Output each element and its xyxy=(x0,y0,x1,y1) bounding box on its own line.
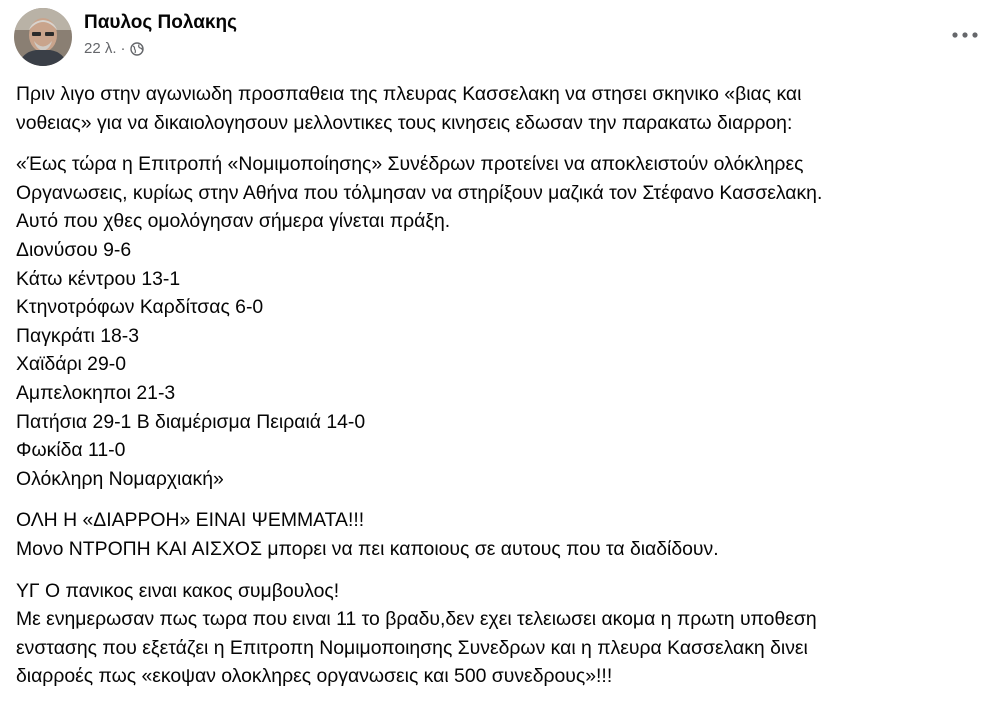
author-name[interactable]: Παυλος Πολακης xyxy=(84,12,237,33)
globe-icon xyxy=(130,42,144,56)
paragraph-quote xyxy=(16,150,976,493)
text-line: διαρροές πως «εκοψαν ολοκληρες οργανωσεις και 500 συνεδρους»!!! xyxy=(16,665,613,688)
text-line: Πατήσια 29-1 Β διαμέρισμα Πειραιά 14-0 xyxy=(16,410,366,433)
text-line: Αμπελοκηποι 21-3 xyxy=(16,381,176,404)
text-line: ενστασης που εξετάζει η Επιτροπη Νομιμοποιησης Συνεδρων και η πλευρα Κασσελακη δινει xyxy=(16,636,808,659)
text-line: «Έως τώρα η Επιτροπή «Νομιμοποίησης» Συνέδρων προτείνει να αποκλειστούν ολόκληρες xyxy=(16,153,804,176)
text-line: Κτηνοτρόφων Καρδίτσας 6-0 xyxy=(16,296,264,319)
text-line: Κάτω κέντρου 13-1 xyxy=(16,267,181,290)
text-line: Διονύσου 9-6 xyxy=(16,238,132,261)
text-line: Μονο ΝΤΡΟΠΗ ΚΑΙ ΑΙΣΧΟΣ μπορει να πει καποιους σε αυτους που τα διαδίδουν. xyxy=(16,537,719,560)
text-line: Χαϊδάρι 29-0 xyxy=(16,353,126,376)
post-text xyxy=(16,80,976,704)
more-options-icon[interactable] xyxy=(947,22,983,48)
text-line: ΥΓ Ο πανικος ειναι κακος συμβουλος! xyxy=(16,579,340,602)
text-line: Οργανωσεις, κυρίως στην Αθήνα που τόλμησαν να στηρίξουν μαζικά τον Στέφανο Κασσελακη. xyxy=(16,181,823,204)
text-line: Ολόκληρη Νομαρχιακή» xyxy=(16,467,224,490)
text-line: νοθειας» για να δικαιολογησουν μελλοντικες τους κινησεις εδωσαν την παρακατω διαρροη: xyxy=(16,111,793,134)
author-avatar[interactable] xyxy=(14,8,72,66)
text-line: Αυτό που χθες ομολόγησαν σήμερα γίνεται πράξη. xyxy=(16,210,451,233)
paragraph-intro xyxy=(16,80,976,137)
paragraph-ps xyxy=(16,577,976,691)
avatar-photo xyxy=(14,8,72,66)
text-line: Παγκράτι 18-3 xyxy=(16,324,140,347)
post-meta xyxy=(84,11,237,58)
post-header xyxy=(14,8,237,66)
separator-dot: · xyxy=(120,40,126,57)
text-line: Φωκίδα 11-0 xyxy=(16,439,126,462)
paragraph-response xyxy=(16,506,976,563)
post-subline xyxy=(84,40,237,58)
text-line: Με ενημερωσαν πως τωρα που ειναι 11 το βραδυ,δεν εχει τελειωσει ακομα η πρωτη υποθεση xyxy=(16,608,817,631)
text-line: Πριν λιγο στην αγωνιωδη προσπαθεια της πλευρας Κασσελακη να στησει σκηνικο «βιας και xyxy=(16,83,802,105)
post-timestamp[interactable]: 22 λ. xyxy=(84,40,117,57)
text-line: ΟΛΗ Η «ΔΙΑΡΡΟΗ» ΕΙΝΑΙ ΨΕΜΜΑΤΑ!!! xyxy=(16,509,365,532)
